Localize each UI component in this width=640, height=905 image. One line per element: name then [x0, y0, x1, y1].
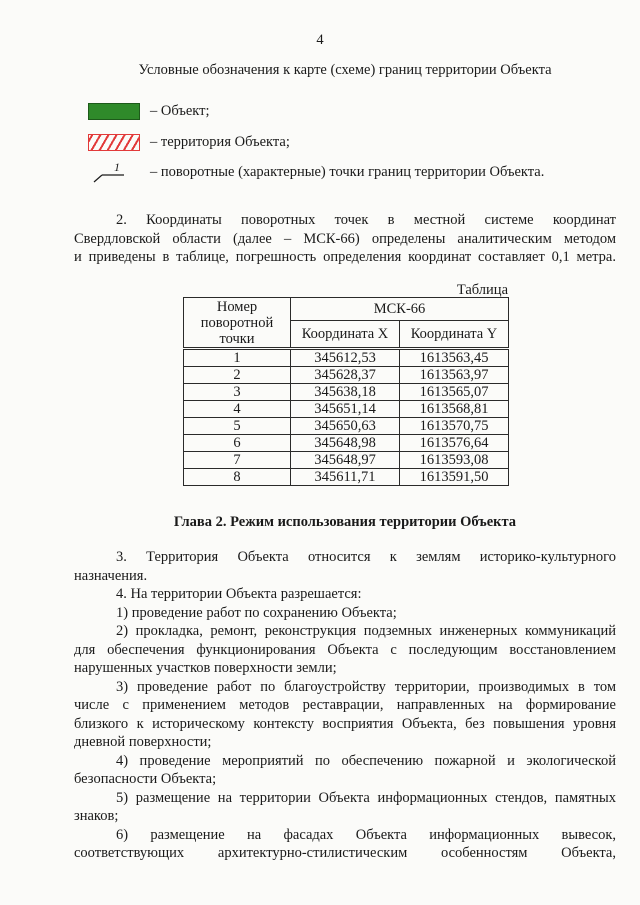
table-row	[184, 367, 509, 384]
coordinate-x-cell: 345628,37	[291, 367, 400, 384]
coordinates-table	[183, 297, 509, 486]
legend-item-territory	[88, 132, 290, 152]
coordinate-y-cell: 1613563,97	[400, 367, 509, 384]
text-line: соответствующих архитектурно-стилистическим особенностям Объекта,	[74, 845, 616, 861]
text-line: близкого к историческому контексту восприятия Объекта, без повышения уровня	[74, 715, 616, 732]
table-row	[184, 418, 509, 435]
coordinate-y-cell: 1613591,50	[400, 469, 509, 486]
coordinate-x-cell: 345611,71	[291, 469, 400, 486]
coordinate-x-cell: 345648,97	[291, 452, 400, 469]
legend-item-object	[88, 101, 210, 121]
chapter-2-body	[74, 548, 616, 863]
coordinate-x-cell: 345648,98	[291, 435, 400, 452]
text-line: знаков;	[74, 808, 119, 824]
text-line: 4. На территории Объекта разрешается:	[116, 586, 362, 602]
turning-point-icon	[88, 159, 140, 181]
table-row	[184, 435, 509, 452]
text-line: 2. Координаты поворотных точек в местной системе координат	[116, 212, 616, 228]
point-number-cell: 3	[184, 384, 291, 401]
text-line: 3. Территория Объекта относится к землям историко-культурного	[116, 549, 616, 565]
section-2-paragraph	[74, 211, 616, 267]
legend-label-points: – поворотные (характерные) точки границ территории Объекта.	[150, 163, 545, 180]
header-point-number: Номер поворотной точки	[184, 298, 291, 349]
table-caption: Таблица	[456, 282, 508, 298]
point-number-cell: 5	[184, 418, 291, 435]
point-number-cell: 4	[184, 401, 291, 418]
coordinate-x-cell: 345650,63	[291, 418, 400, 435]
legend-item-points	[88, 159, 545, 182]
text-line: числе с применением методов реставрации, направленных на формирование	[74, 697, 616, 713]
legend-label-object: – Объект;	[150, 102, 210, 119]
header-coordinate-y: Координата Y	[400, 321, 509, 349]
text-line: 6) размещение на фасадах Объекта информационных вывесок,	[116, 826, 616, 843]
coordinate-y-cell: 1613570,75	[400, 418, 509, 435]
text-line: безопасности Объекта;	[74, 771, 217, 787]
point-number-cell: 1	[184, 349, 291, 367]
coordinate-x-cell: 345651,14	[291, 401, 400, 418]
text-line: Свердловской области (далее – МСК-66) определены аналитическим методом	[74, 230, 616, 247]
table-row	[184, 469, 509, 486]
chapter-title: Глава 2. Режим использования территории Объекта	[173, 514, 517, 530]
text-line: 1) проведение работ по сохранению Объекта;	[116, 604, 397, 621]
coordinate-y-cell: 1613568,81	[400, 401, 509, 418]
territory-hatch-icon	[88, 134, 140, 151]
table-row	[184, 452, 509, 469]
text-line: 2) прокладка, ремонт, реконструкция подземных инженерных коммуникаций	[116, 623, 616, 639]
coordinate-y-cell: 1613593,08	[400, 452, 509, 469]
text-line: для обеспечения функционирования Объекта с последующим восстановлением	[74, 641, 616, 658]
point-number-cell: 2	[184, 367, 291, 384]
turning-point-symbol	[88, 160, 140, 184]
text-line: дневной поверхности;	[74, 734, 212, 750]
object-swatch-icon	[88, 103, 140, 120]
text-line: назначения.	[74, 567, 148, 584]
header-coordinate-x: Координата X	[291, 321, 400, 349]
page-number: 4	[316, 32, 324, 48]
legend-label-territory: – территория Объекта;	[150, 133, 290, 150]
header-coordinate-system: МСК-66	[291, 298, 509, 321]
point-number-cell: 6	[184, 435, 291, 452]
coordinate-y-cell: 1613563,45	[400, 349, 509, 367]
coordinate-x-cell: 345612,53	[291, 349, 400, 367]
text-line: 5) размещение на территории Объекта информационных стендов, памятных	[116, 789, 616, 806]
point-number-cell: 8	[184, 469, 291, 486]
legend-title: Условные обозначения к карте (схеме) границ территории Объекта	[138, 62, 552, 78]
text-line: 3) проведение работ по благоустройству территории, производимых в том	[116, 678, 616, 695]
point-number-cell: 7	[184, 452, 291, 469]
coordinate-x-cell: 345638,18	[291, 384, 400, 401]
text-line: нарушенных участков поверхности земли;	[74, 660, 337, 676]
turning-point-number: 1	[114, 159, 120, 174]
coordinate-y-cell: 1613565,07	[400, 384, 509, 401]
table-row	[184, 384, 509, 401]
text-line: 4) проведение мероприятий по обеспечению пожарной и экологической	[116, 752, 616, 769]
table-row	[184, 349, 509, 367]
table-row	[184, 401, 509, 418]
coordinate-y-cell: 1613576,64	[400, 435, 509, 452]
text-line: и приведены в таблице, погрешность определения координат составляет 0,1 метра.	[74, 249, 616, 265]
